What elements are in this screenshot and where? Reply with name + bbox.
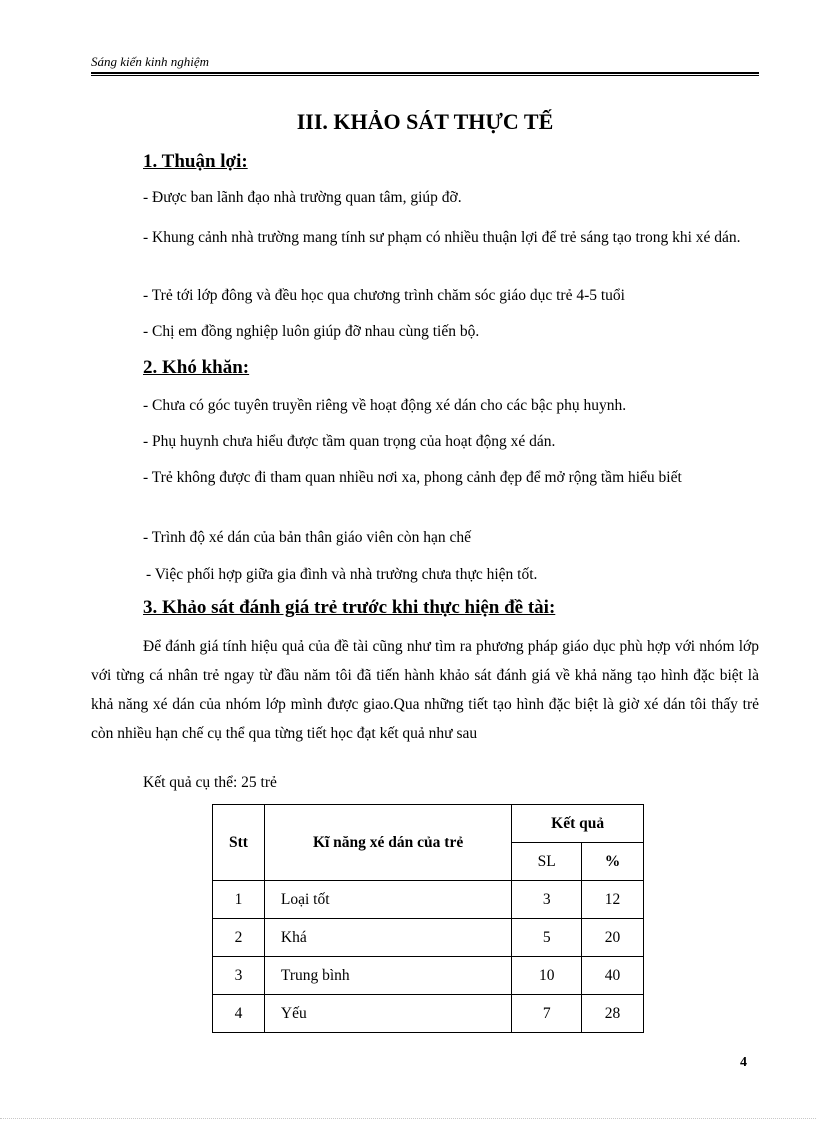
list-item: - Trình độ xé dán của bản thân giáo viên còn hạn chế <box>143 529 471 546</box>
header-stt: Stt <box>213 805 265 881</box>
page-number: 4 <box>740 1055 747 1070</box>
cell-sl: 7 <box>512 995 582 1033</box>
cell-skill: Khá <box>264 919 511 957</box>
header-result: Kết quả <box>512 805 644 843</box>
cell-stt: 4 <box>213 995 265 1033</box>
list-item: - Được ban lãnh đạo nhà trường quan tâm, giúp đỡ. <box>143 189 462 206</box>
cell-stt: 3 <box>213 957 265 995</box>
footer-divider <box>0 1118 816 1119</box>
cell-sl: 5 <box>512 919 582 957</box>
section-heading-advantages: 1. Thuận lợi: <box>143 151 248 172</box>
cell-stt: 1 <box>213 881 265 919</box>
table-row <box>213 881 644 919</box>
list-item: - Khung cảnh nhà trường mang tính sư phạm có nhiều thuận lợi để trẻ sáng tạo trong khi xé dán. <box>143 229 741 246</box>
page-title: III. KHẢO SÁT THỰC TẾ <box>296 109 554 134</box>
cell-skill: Yếu <box>264 995 511 1033</box>
cell-sl: 10 <box>512 957 582 995</box>
header-rule <box>91 72 759 76</box>
header-skill: Kĩ năng xé dán của trẻ <box>264 805 511 881</box>
cell-sl: 3 <box>512 881 582 919</box>
header-percent: % <box>582 843 644 881</box>
header-sl: SL <box>512 843 582 881</box>
list-item: - Chưa có góc tuyên truyền riêng về hoạt động xé dán cho các bậc phụ huynh. <box>143 397 627 414</box>
table-row <box>213 919 644 957</box>
cell-percent: 28 <box>582 995 644 1033</box>
list-item: - Phụ huynh chưa hiểu được tầm quan trọng của hoạt động xé dán. <box>143 433 556 450</box>
result-label: Kết quả cụ thể: 25 trẻ <box>143 774 277 791</box>
cell-skill: Loại tốt <box>264 881 511 919</box>
cell-skill: Trung bình <box>264 957 511 995</box>
section-heading-difficulties: 2. Khó khăn: <box>143 357 250 378</box>
table-row <box>213 995 644 1033</box>
cell-stt: 2 <box>213 919 265 957</box>
results-table <box>212 804 644 1033</box>
list-item: - Chị em đồng nghiệp luôn giúp đỡ nhau cùng tiến bộ. <box>143 323 480 340</box>
survey-paragraph: Để đánh giá tính hiệu quả của đề tài cũng như tìm ra phương pháp giáo dục phù hợp với nhóm lớp với từng cá nhân trẻ ngay từ đầu năm tôi đã tiến hành khảo sát đánh giá về khả năng tạo hình đặc biệt là khả năng xé dán của nhóm lớp mình được giao.Qua những tiết tạo hình đặc biệt là giờ xé dán tôi thấy trẻ còn nhiều hạn chế cụ thể qua từng tiết học đạt kết quả như sau <box>91 638 759 742</box>
list-item: - Trẻ tới lớp đông và đều học qua chương trình chăm sóc giáo dục trẻ 4-5 tuổi <box>143 287 625 304</box>
cell-percent: 20 <box>582 919 644 957</box>
running-header: Sáng kiến kinh nghiệm <box>91 54 210 69</box>
table-row <box>213 957 644 995</box>
section-heading-survey: 3. Khảo sát đánh giá trẻ trước khi thực hiện đề tài: <box>143 597 556 618</box>
list-item: - Việc phối hợp giữa gia đình và nhà trường chưa thực hiện tốt. <box>146 566 538 583</box>
list-item: - Trẻ không được đi tham quan nhiều nơi xa, phong cảnh đẹp để mở rộng tầm hiểu biết <box>143 469 682 486</box>
cell-percent: 12 <box>582 881 644 919</box>
cell-percent: 40 <box>582 957 644 995</box>
